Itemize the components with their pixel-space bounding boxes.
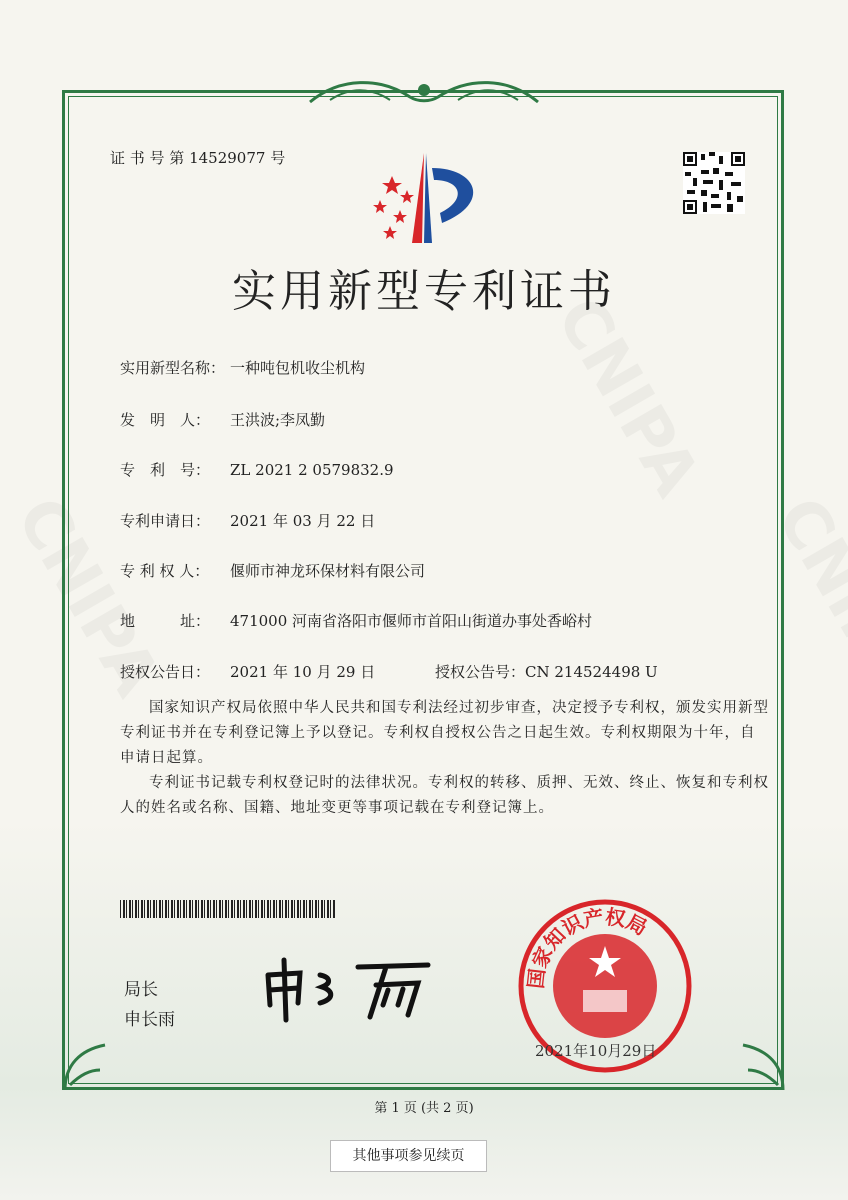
field-value: 偃师市神龙环保材料有限公司 xyxy=(230,562,426,580)
page-number: 第 1 页 (共 2 页) xyxy=(374,1101,474,1116)
field-label: 实用新型名称： xyxy=(120,359,226,377)
seal-text: 国家知识产权局 xyxy=(523,904,652,990)
field-label: 授权公告号： xyxy=(435,663,526,681)
continued-note: 其他事项参见续页 xyxy=(330,1140,487,1172)
field-patent-number xyxy=(120,459,394,480)
qr-code xyxy=(683,152,745,214)
field-value: CN 214524498 U xyxy=(525,663,658,681)
signatory-name: 申长雨 xyxy=(124,1010,175,1030)
field-patentee xyxy=(120,560,425,581)
document-title: 实用新型专利证书 xyxy=(232,266,616,317)
field-application-date xyxy=(120,510,375,531)
barcode xyxy=(120,900,335,918)
certificate-number: 证 书 号 第 14529077 号 xyxy=(110,149,286,167)
field-label: 专利申请日： xyxy=(120,512,211,530)
field-value: 一种吨包机收尘机构 xyxy=(230,359,366,377)
field-label: 地 址： xyxy=(120,612,211,630)
handwritten-signature xyxy=(258,955,438,1025)
cnipa-logo xyxy=(362,148,492,248)
field-label: 专 利 号： xyxy=(120,461,211,479)
seal-date: 2021年10月29日 xyxy=(535,1042,657,1060)
field-value: 471000 河南省洛阳市偃师市首阳山街道办事处香峪村 xyxy=(230,612,593,630)
corner-ornament xyxy=(60,1035,120,1095)
signatory-role: 局长 xyxy=(124,980,158,1000)
field-label: 专 利 权 人： xyxy=(120,562,210,580)
field-label: 授权公告日： xyxy=(120,663,211,681)
field-address xyxy=(120,610,592,631)
top-ornament xyxy=(300,72,548,112)
statement-paragraph: 国家知识产权局依照中华人民共和国专利法经过初步审查，决定授予专利权，颁发实用新型专利证书并在专利登记簿上予以登记。专利权自授权公告之日起生效。专利权期限为十年，自申请日起算。 xyxy=(120,700,769,766)
field-value: 2021 年 10 月 29 日 xyxy=(230,663,376,681)
field-label: 发 明 人： xyxy=(120,411,211,429)
field-grant-date xyxy=(120,661,375,682)
field-value: 2021 年 03 月 22 日 xyxy=(230,512,376,530)
statement-paragraph: 专利证书记载专利权登记时的法律状况。专利权的转移、质押、无效、终止、恢复和专利权人的姓名或名称、国籍、地址变更等事项记载在专利登记簿上。 xyxy=(120,775,769,816)
field-utility-model-name xyxy=(120,357,365,378)
corner-ornament xyxy=(728,1035,788,1095)
field-value: 王洪波;李凤勤 xyxy=(230,411,326,429)
field-inventors xyxy=(120,409,325,430)
field-value: ZL 2021 2 0579832.9 xyxy=(230,461,394,479)
field-publication-number xyxy=(435,661,658,682)
